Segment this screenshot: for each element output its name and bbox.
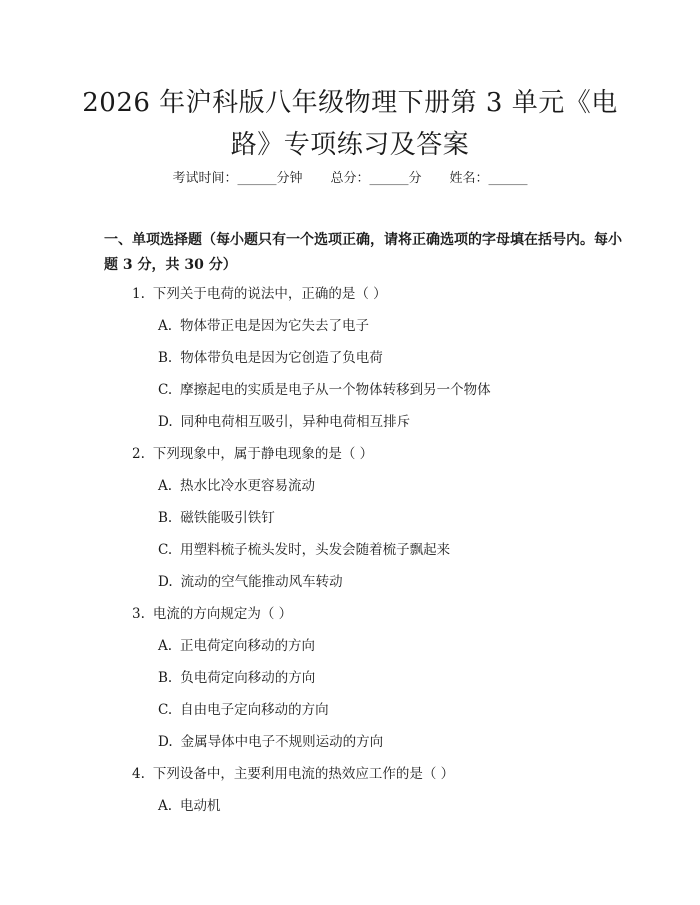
option-label: C. [158, 702, 173, 718]
option-text: 物体带负电是因为它创造了负电荷 [180, 350, 383, 366]
option-label: D. [158, 734, 173, 750]
question-4 [132, 762, 454, 782]
question-1-option-d [158, 410, 410, 430]
question-2-option-c [158, 538, 450, 558]
option-label: D. [158, 574, 173, 590]
title-line-1: 2026 年沪科版八年级物理下册第 3 单元《电 [82, 88, 618, 118]
question-1 [132, 282, 387, 302]
question-3 [132, 602, 292, 622]
question-2-option-a [158, 474, 315, 494]
option-label: A. [158, 318, 173, 334]
question-2 [132, 442, 373, 462]
option-text: 摩擦起电的实质是电子从一个物体转移到另一个物体 [180, 382, 491, 398]
option-text: 自由电子定向移动的方向 [180, 702, 329, 718]
option-label: B. [158, 510, 173, 526]
option-label: C. [158, 382, 173, 398]
option-text: 热水比冷水更容易流动 [180, 478, 316, 494]
question-2-option-b [158, 506, 275, 526]
option-text: 电动机 [180, 798, 221, 814]
section-heading: 一、单项选择题（每小题只有一个选项正确，请将正确选项的字母填在括号内。每小题 3 分，共 30 分） [104, 232, 622, 273]
title-line-2: 路》专项练习及答案 [230, 130, 470, 160]
question-4-option-a [158, 794, 221, 814]
option-label: B. [158, 350, 173, 366]
question-2-option-d [158, 570, 343, 590]
question-3-option-c [158, 698, 329, 718]
option-text: 同种电荷相互吸引，异种电荷相互排斥 [180, 414, 411, 430]
option-text: 物体带正电是因为它失去了电子 [180, 318, 370, 334]
question-number: 2. [132, 446, 145, 462]
option-text: 负电荷定向移动的方向 [180, 670, 316, 686]
question-1-option-a [158, 314, 369, 334]
question-1-option-c [158, 378, 491, 398]
option-label: C. [158, 542, 173, 558]
question-number: 4. [132, 766, 145, 782]
question-text: 电流的方向规定为（ ） [152, 606, 293, 622]
option-label: D. [158, 414, 173, 430]
option-text: 流动的空气能推动风车转动 [180, 574, 343, 590]
option-label: A. [158, 798, 173, 814]
option-label: B. [158, 670, 173, 686]
question-text: 下列设备中，主要利用电流的热效应工作的是（ ） [152, 766, 455, 782]
question-3-option-b [158, 666, 315, 686]
question-3-option-a [158, 634, 315, 654]
question-3-option-d [158, 730, 383, 750]
question-number: 1. [132, 286, 145, 302]
exam-info-row [0, 167, 700, 186]
option-label: A. [158, 638, 173, 654]
option-text: 正电荷定向移动的方向 [180, 638, 316, 654]
exam-time-field: 考试时间：______分钟 [172, 171, 303, 186]
total-score-field: 总分：______分 [330, 171, 422, 186]
question-number: 3. [132, 606, 145, 622]
option-label: A. [158, 478, 173, 494]
option-text: 磁铁能吸引铁钉 [180, 510, 275, 526]
student-name-field: 姓名：______ [449, 171, 528, 186]
option-text: 用塑料梳子梳头发时，头发会随着梳子飘起来 [180, 542, 451, 558]
document-title [0, 82, 700, 166]
question-1-option-b [158, 346, 383, 366]
option-text: 金属导体中电子不规则运动的方向 [180, 734, 384, 750]
question-text: 下列现象中，属于静电现象的是（ ） [152, 446, 374, 462]
question-text: 下列关于电荷的说法中，正确的是（ ） [152, 286, 387, 302]
